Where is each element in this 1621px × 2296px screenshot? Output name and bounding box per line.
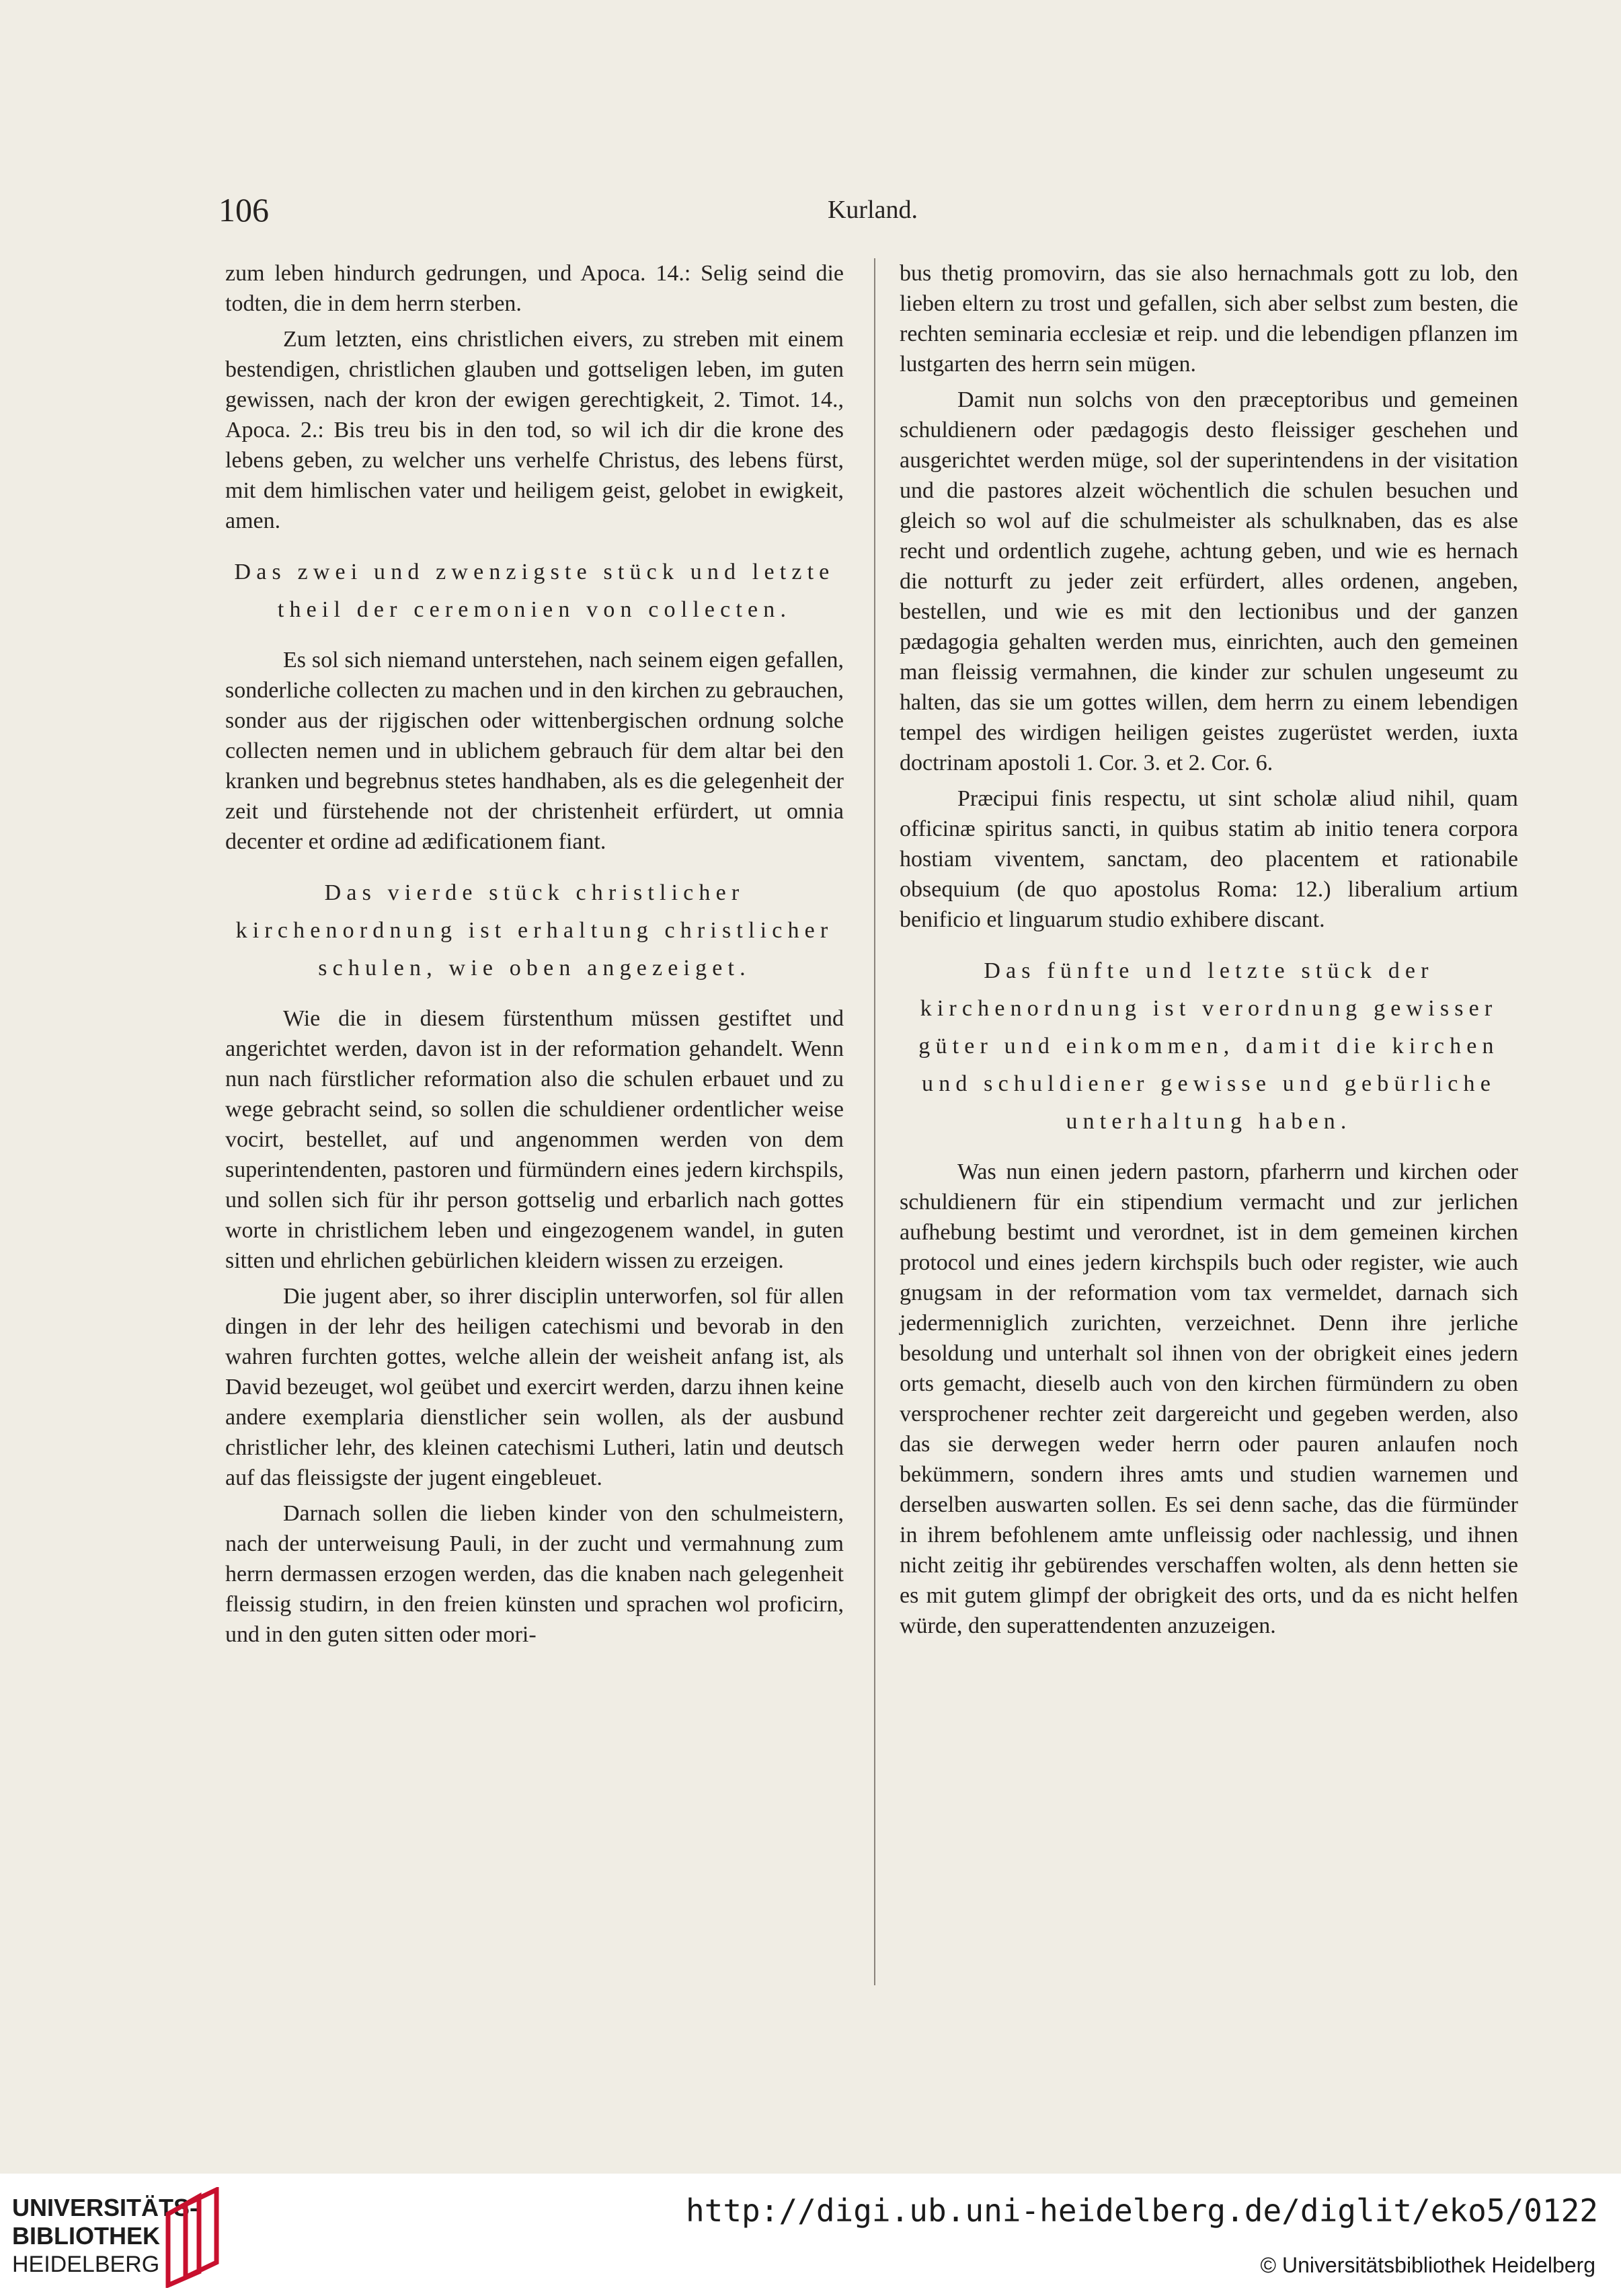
page-number: 106 [219, 191, 269, 229]
paragraph: Die jugent aber, so ihrer disciplin unterworfen, sol für allen dingen in der lehr des heiligen catechismi und bevorab in den wahren furchten gottes, welche allein der weisheit anfang ist, als David bezeuget, wol geübet und exercirt werden, darzu ihnen keine andere exemplaria dienstlicher sein wollen, als der ausbund christlicher lehr, des kleinen catechismi Lutheri, latin und deutsch auf das fleissigste der jugent eingebleuet. [225, 1284, 844, 1490]
paragraph: Damit nun solchs von den præceptoribus und gemeinen schuldienern oder pædagogis desto fleissiger geschehen und ausgerichtet werden müge, sol der superintendens in der visitation und die pastores alzeit wöchentlich die schulen besuchen und gleich so wol auf die schulmeister als schulknaben, das es alse recht und ordentlich zugehe, achtung geben, und wie es hernach die notturft zu jeder zeit erfürdert, alles ordenen, angeben, bestellen, und wie es mit den lectionibus und der ganzen pædagogia gehalten werden mus, einrichten, auch den gemeinen man fleissig vermahnen, die kinder zur schulen ungeseumt zu halten, das sie um gottes willen, dem herrn zu einem lebendigen tempel des wirdigen heiligen geistes zugerüstet werden, iuxta doctrinam apostoli 1. Cor. 3. et 2. Cor. 6. [900, 387, 1518, 775]
paragraph: Darnach sollen die lieben kinder von den schulmeistern, nach der unterweisung Pauli, in der zucht und vermahnung zum herrn dermassen erzogen werden, das die knaben nach gelegenheit fleissig studirn, in den freien künsten und sprachen wol proficirn, und in den guten sitten oder mori- [225, 1501, 844, 1647]
section-heading: Das vierde stück christlicher kirchenordnung ist erhaltung christlicher schulen, wie oben angezeiget. [235, 880, 834, 981]
section-heading: Das zwei und zwenzigste stück und letzte theil der ceremonien von collecten. [234, 560, 835, 622]
section-heading: Das fünfte und letzte stück der kirchenordnung ist verordnung gewisser güter und einkommen, damit die kirchen und schuldiener gewisse und gebürliche unterhaltung haben. [918, 958, 1499, 1134]
paragraph: bus thetig promovirn, das sie also hernachmals gott zu lob, den lieben eltern zu trost und gefallen, sich aber selbst zum besten, die rechten seminaria ecclesiæ et reip. und die lebendigen pflanzen im lustgarten des herrn sein mügen. [900, 261, 1518, 377]
column-divider [874, 258, 875, 1985]
page-header [219, 188, 918, 231]
copyright-notice: © Universitätsbibliothek Heidelberg [1260, 2253, 1595, 2277]
right-column [900, 258, 1518, 1646]
running-title: Kurland. [827, 196, 918, 224]
paragraph: Was nun einen jedern pastorn, pfarherrn und kirchen oder schuldienern für ein stipendium vermacht und zur jerlichen aufhebung bestimt und verordnet, ist in dem gemeinen kirchen protocol und eines jedern kirchspils buch oder register, wie auch gnugsam in der reformation vom tax vermeldet, darnach sich jedermenniglich zurichten, verzeichnet. Denn ihre jerliche besoldung und unterhalt sol ihnen von der obrigkeit eines jedern orts gemacht, dieselb auch von den kirchen fürmündern zu oben versprochener rechter zeit dargereicht und gegeben werden, also das sie derwegen weder herrn oder pauren anlaufen noch bekümmern, sondern ihres amts und studien warnemen und derselben auswarten sollen. Es sei denn sache, das die fürmünder in ihrem befohlenem amte unfleissig oder nachlessig, und ihnen nicht zeitig ihr gebürendes verschaffen wolten, als denn hetten sie es mit gutem glimpf der obrigkeit des orts, und da es nicht helfen würde, den superattendenten anzuzeigen. [900, 1159, 1518, 1638]
logo-line: HEIDELBERG [12, 2252, 160, 2277]
left-column [225, 258, 844, 1655]
paragraph: zum leben hindurch gedrungen, und Apoca. 14.: Selig seind die todten, die in dem herrn sterben. [225, 261, 844, 316]
logo-line: BIBLIOTHEK [12, 2222, 160, 2250]
permalink-url[interactable]: http://digi.ub.uni-heidelberg.de/diglit/eko5/0122 [685, 2192, 1598, 2229]
library-footer [0, 2174, 1621, 2296]
paragraph: Wie die in diesem fürstenthum müssen gestiftet und angerichtet werden, davon ist in der reformation gehandelt. Wenn nun nach fürstlicher reformation also die schulen erbauet und zu wege gebracht seind, so sollen die schuldiener ordentlicher weise vocirt, bestellet, auf und angenommen werden von dem superintendenten, pastoren und fürmündern eines jedern kirchspils, und sollen sich für ihr person gottselig und erbarlich nach gottes worte in christlichem leben und eingezogenem wandel, in guten sitten und ehrlichen gebürlichen kleidern wissen zu erzeigen. [225, 1006, 844, 1273]
paragraph: Præcipui finis respectu, ut sint scholæ aliud nihil, quam officinæ spiritus sancti, in quibus statim ab initio tenera corpora hostiam viventem, sanctam, deo placentem et rationabile obsequium (de quo apostolus Roma: 12.) liberalium artium benificio et linguarum studio exhibere discant. [900, 786, 1518, 932]
library-emblem-icon [159, 2187, 226, 2288]
paragraph: Es sol sich niemand unterstehen, nach seinem eigen gefallen, sonderliche collecten zu machen und in den kirchen zu gebrauchen, sonder aus der rijgischen oder wittenbergischen ordnung solche collecten nemen und in ublichem gebrauch für dem altar bei den kranken und begrebnus stetes handhaben, als es die gelegenheit der zeit und fürstehende not der christenheit erfürdert, ut omnia decenter et ordine ad ædificationem fiant. [225, 648, 844, 854]
logo-line: UNIVERSITÄTS- [12, 2194, 198, 2221]
paragraph: Zum letzten, eins christlichen eivers, zu streben mit einem bestendigen, christlichen glauben und gottseligen leben, im guten gewissen, nach der kron der ewigen gerechtigkeit, 2. Timot. 14., Apoca. 2.: Bis treu bis in den tod, so wil ich dir die krone des lebens geben, zu welcher uns verhelfe Christus, des lebens fürst, mit dem himlischen vater und heiligem geist, gelobet in ewigkeit, amen. [225, 327, 844, 533]
